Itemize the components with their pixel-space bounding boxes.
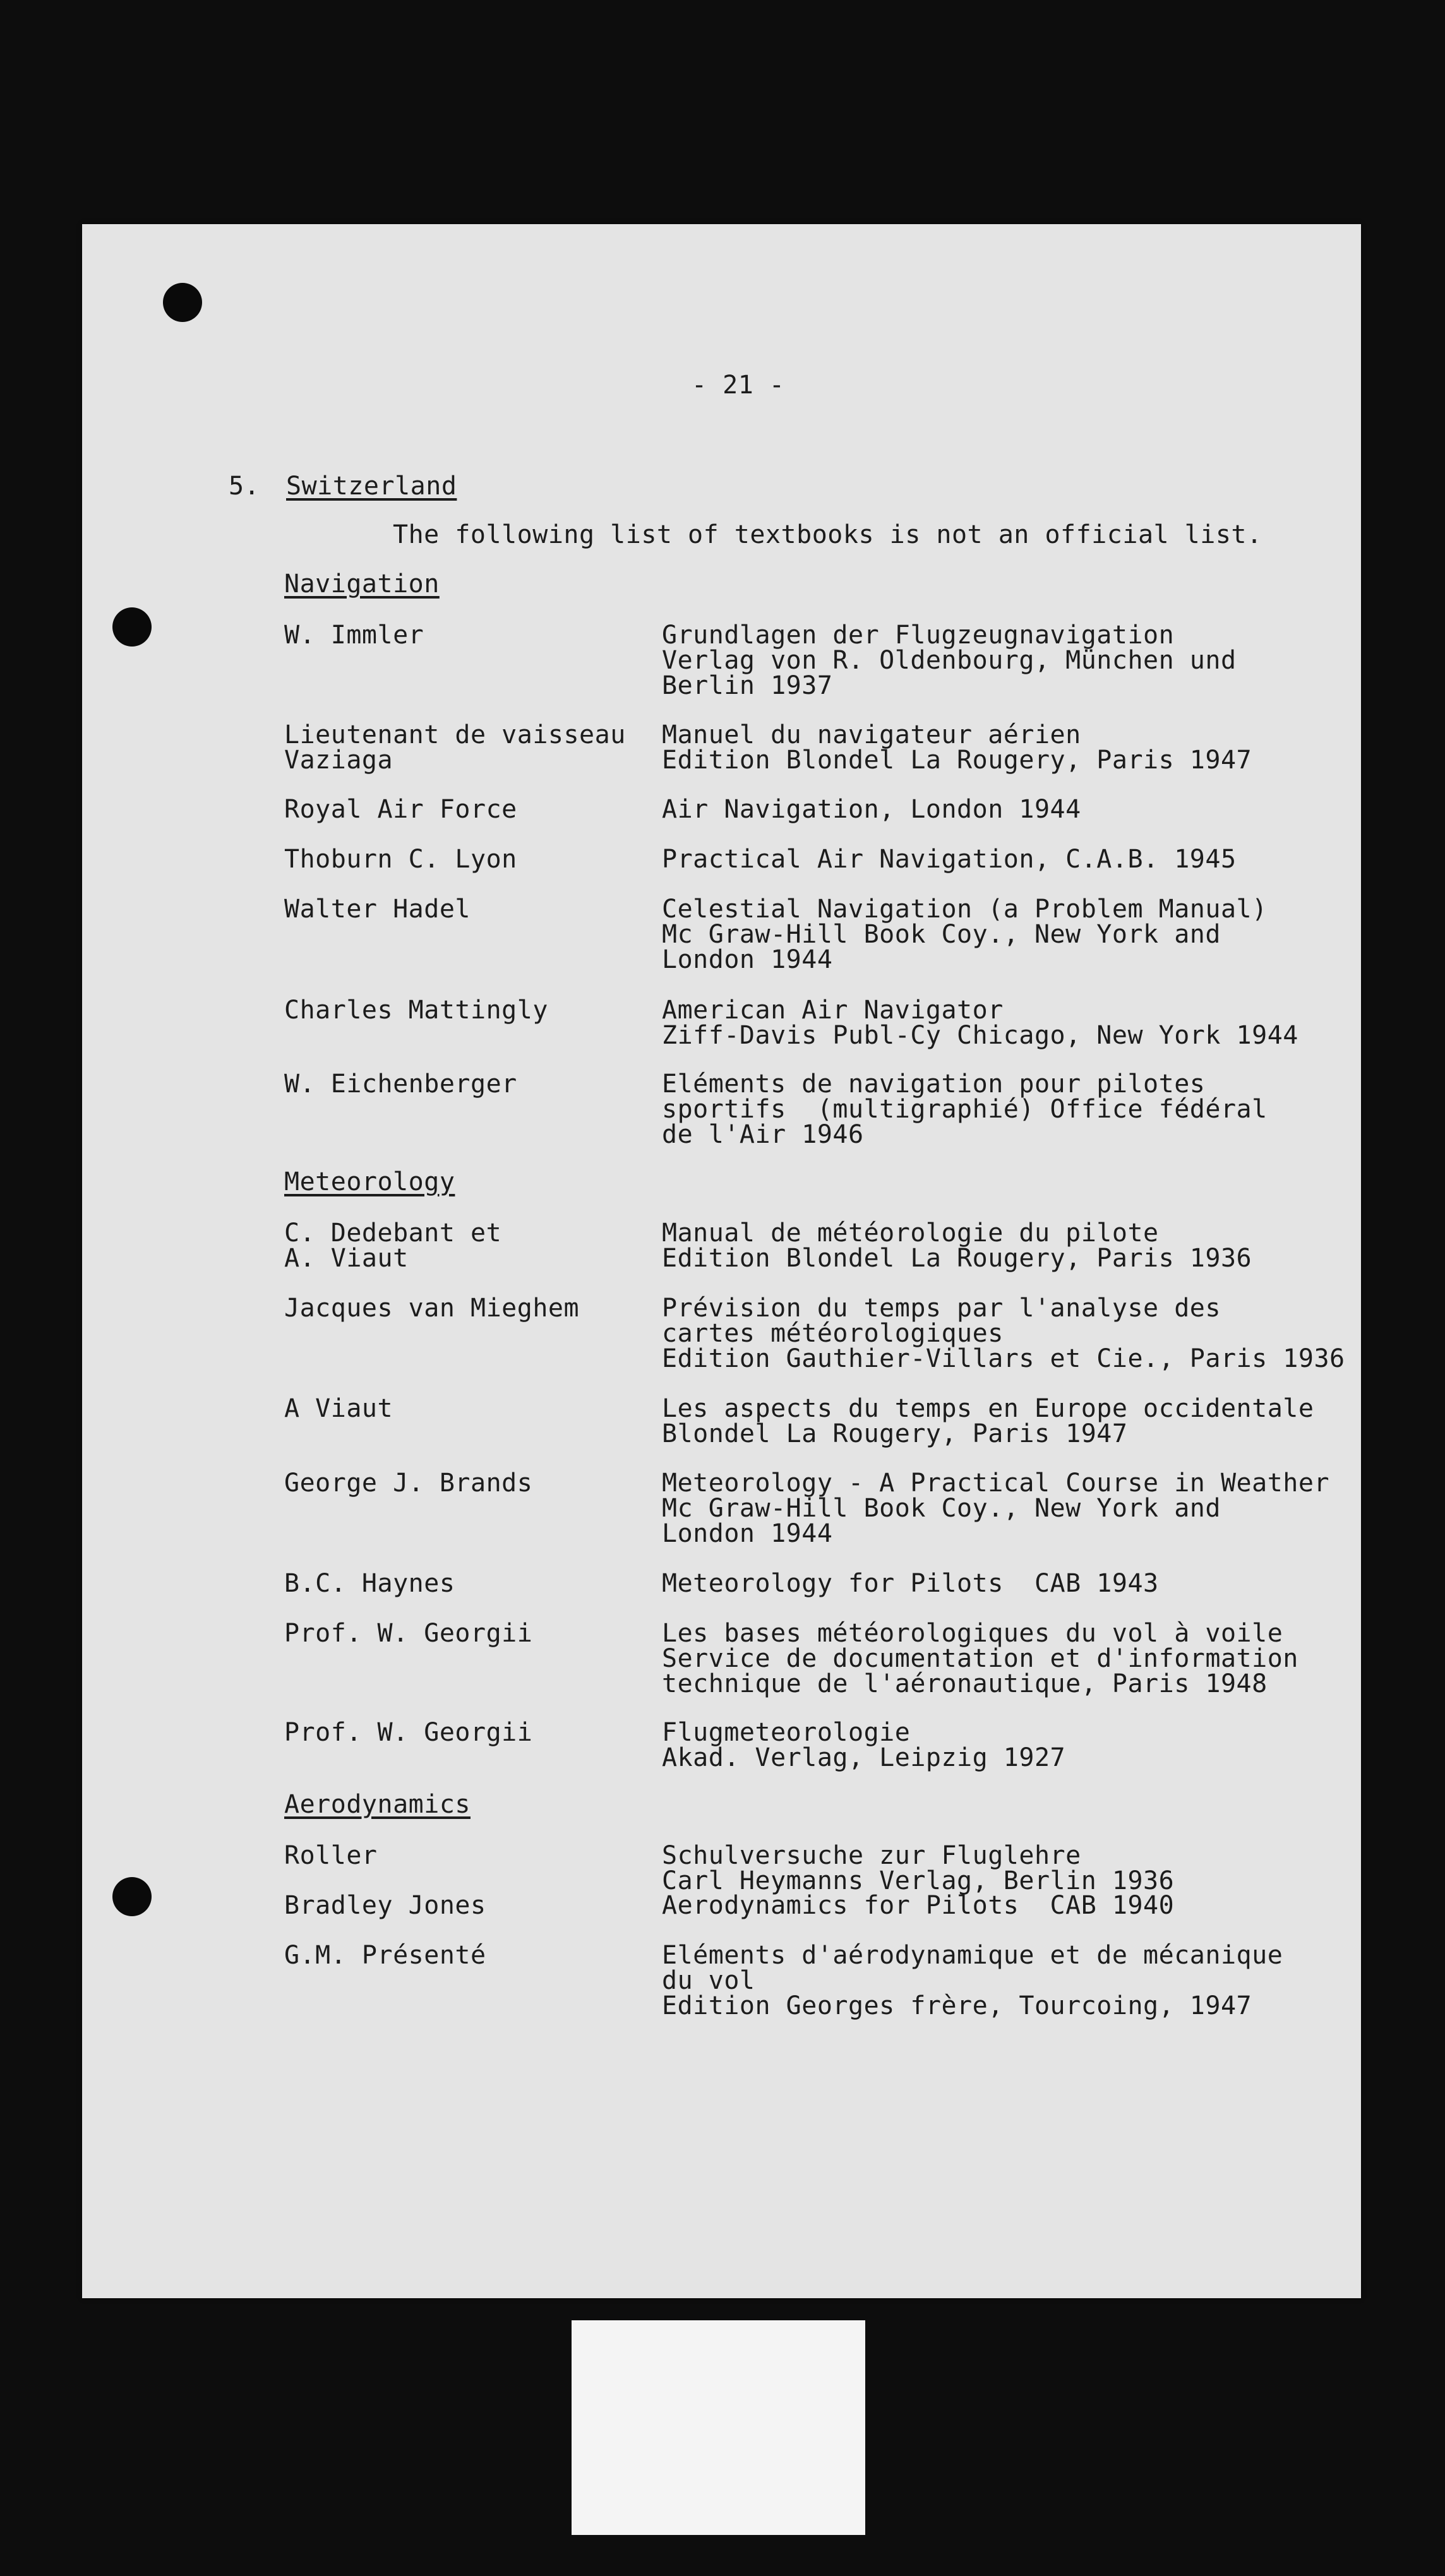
entry-author: Roller <box>284 1841 378 1870</box>
entry-author: Walter Hadel <box>284 895 471 924</box>
entry-work: cartes météorologiques <box>662 1319 1004 1348</box>
entry-author: Prof. W. Georgii <box>284 1718 533 1747</box>
page-number: - 21 - <box>692 371 785 400</box>
entry-work: Manuel du navigateur aérien <box>662 720 1081 749</box>
entry-work: Schulversuche zur Fluglehre <box>662 1841 1081 1870</box>
entry-work: London 1944 <box>662 1519 833 1548</box>
entry-work: Prévision du temps par l'analyse des <box>662 1294 1221 1323</box>
entry-work: American Air Navigator <box>662 996 1004 1025</box>
entry-author: Vaziaga <box>284 746 393 775</box>
punch-hole <box>112 607 152 647</box>
category-heading: Meteorology <box>284 1167 455 1196</box>
entry-work: technique de l'aéronautique, Paris 1948 <box>662 1669 1268 1698</box>
entry-author: Bradley Jones <box>284 1891 486 1920</box>
section-number: 5. <box>229 472 260 501</box>
entry-work: Edition Georges frère, Tourcoing, 1947 <box>662 1991 1252 2020</box>
entry-author: George J. Brands <box>284 1469 533 1498</box>
entry-work: Meteorology - A Practical Course in Weather <box>662 1469 1330 1498</box>
entry-author: A. Viaut <box>284 1244 409 1273</box>
entry-work: Service de documentation et d'information <box>662 1644 1298 1673</box>
section-intro: The following list of textbooks is not an official list. <box>393 520 1262 549</box>
entry-work: de l'Air 1946 <box>662 1120 864 1149</box>
entry-work: Practical Air Navigation, C.A.B. 1945 <box>662 845 1237 874</box>
entry-work: Blondel La Rougery, Paris 1947 <box>662 1419 1128 1448</box>
entry-work: Aerodynamics for Pilots CAB 1940 <box>662 1891 1175 1920</box>
entry-author: W. Eichenberger <box>284 1070 517 1099</box>
section-title: Switzerland <box>286 472 457 501</box>
entry-author: Lieutenant de vaisseau <box>284 720 626 749</box>
entry-work: Edition Gauthier-Villars et Cie., Paris 1936 <box>662 1344 1345 1373</box>
entry-author: Prof. W. Georgii <box>284 1619 533 1648</box>
category-heading: Aerodynamics <box>284 1790 471 1819</box>
entry-work: Edition Blondel La Rougery, Paris 1947 <box>662 746 1252 775</box>
entry-work: Grundlagen der Flugzeugnavigation <box>662 621 1175 650</box>
entry-author: G.M. Présenté <box>284 1941 486 1970</box>
entry-work: Verlag von R. Oldenbourg, München und <box>662 646 1237 675</box>
category-heading: Navigation <box>284 569 440 599</box>
entry-work: Air Navigation, London 1944 <box>662 795 1081 824</box>
entry-author: Royal Air Force <box>284 795 517 824</box>
entry-work: Mc Graw-Hill Book Coy., New York and <box>662 1494 1221 1523</box>
entry-work: Celestial Navigation (a Problem Manual) <box>662 895 1268 924</box>
entry-work: Edition Blondel La Rougery, Paris 1936 <box>662 1244 1252 1273</box>
entry-author: C. Dedebant et <box>284 1219 502 1248</box>
blank-card <box>572 2320 865 2535</box>
punch-hole <box>112 1877 152 1916</box>
entry-author: Charles Mattingly <box>284 996 548 1025</box>
entry-work: Akad. Verlag, Leipzig 1927 <box>662 1743 1066 1772</box>
entry-author: Thoburn C. Lyon <box>284 845 517 874</box>
entry-work: Eléments de navigation pour pilotes <box>662 1070 1206 1099</box>
entry-work: Les bases météorologiques du vol à voile <box>662 1619 1283 1648</box>
entry-work: Eléments d'aérodynamique et de mécanique <box>662 1941 1283 1970</box>
entry-author: Jacques van Mieghem <box>284 1294 580 1323</box>
entry-work: London 1944 <box>662 945 833 974</box>
entry-work: Meteorology for Pilots CAB 1943 <box>662 1569 1159 1598</box>
entry-author: W. Immler <box>284 621 424 650</box>
entry-work: du vol <box>662 1966 755 1995</box>
entry-work: sportifs (multigraphié) Office fédéral <box>662 1095 1268 1124</box>
entry-work: Berlin 1937 <box>662 671 833 700</box>
entry-work: Carl Heymanns Verlag, Berlin 1936 <box>662 1866 1175 1895</box>
entry-work: Flugmeteorologie <box>662 1718 911 1747</box>
punch-hole <box>163 283 202 322</box>
entry-author: A Viaut <box>284 1394 393 1423</box>
entry-work: Les aspects du temps en Europe occidentale <box>662 1394 1314 1423</box>
entry-work: Manual de météorologie du pilote <box>662 1219 1159 1248</box>
entry-work: Mc Graw-Hill Book Coy., New York and <box>662 920 1221 949</box>
entry-author: B.C. Haynes <box>284 1569 455 1598</box>
entry-work: Ziff-Davis Publ-Cy Chicago, New York 1944 <box>662 1021 1298 1050</box>
